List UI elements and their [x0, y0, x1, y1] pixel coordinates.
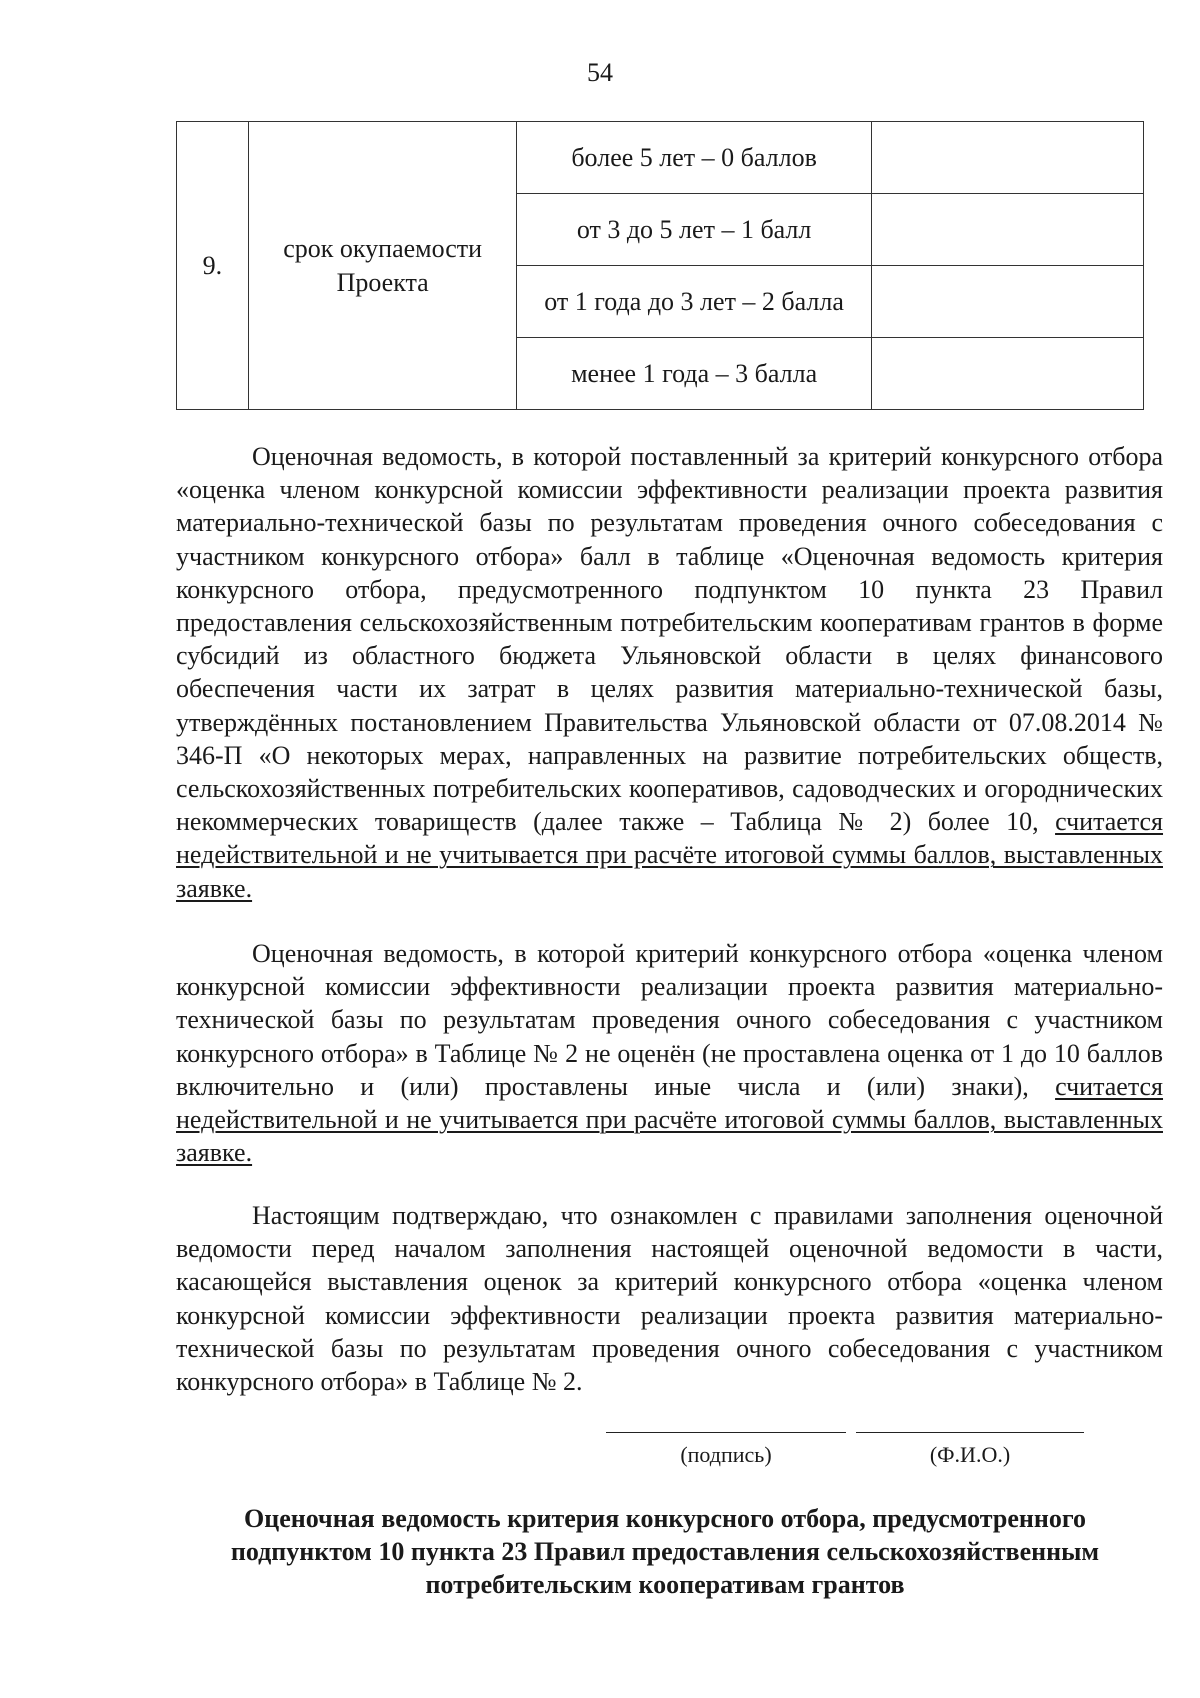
row-number-cell: 9.: [177, 122, 249, 410]
criterion-name-line2: Проекта: [336, 267, 429, 297]
score-entry-cell[interactable]: [871, 122, 1143, 194]
heading-line3: потребительским кооперативам грантов: [425, 1570, 905, 1599]
name-caption: (Ф.И.О.): [929, 1442, 1011, 1467]
score-entry-cell[interactable]: [871, 266, 1143, 338]
score-option-cell: менее 1 года – 3 балла: [517, 338, 871, 410]
page-number: 54: [587, 58, 613, 87]
signature-line: [606, 1432, 846, 1433]
section-heading: [150, 1502, 1180, 1601]
table-row: [177, 122, 1144, 194]
score-entry-cell[interactable]: [871, 338, 1143, 410]
signature-caption: (подпись): [680, 1442, 772, 1467]
heading-line2: подпунктом 10 пункта 23 Правил предоставления сельскохозяйственным: [230, 1537, 1100, 1566]
heading-line1: Оценочная ведомость критерия конкурсного отбора, предусмотренного: [243, 1504, 1086, 1533]
score-entry-cell[interactable]: [871, 194, 1143, 266]
underlined-text: считается недействительной и не учитывается при расчёте итоговой суммы баллов, выставленных заявке.: [176, 807, 1164, 903]
paragraph-not-scored: [176, 937, 1163, 1169]
paragraph-text: Настоящим подтверждаю, что ознакомлен с правилами заполнения оценочной ведомости перед началом заполнения настоящей оценочной ведомости в части, касающейся выставления оценок за критерий конкурсного отбора «оценка членом конкурсной комиссии эффективности реализации проекта развития материально-технической базы по результатам проведения очного собеседования с участником конкурсного отбора» в Таблице № 2.: [176, 1201, 1163, 1397]
criterion-name-line1: срок окупаемости: [283, 233, 483, 263]
paragraph-text: Оценочная ведомость, в которой поставленный за критерий конкурсного отбора «оценка членом конкурсной комиссии эффективности реализации проекта развития материально-технической базы по результатам проведения очного собеседования с участником конкурсного отбора» балл в таблице «Оценочная ведомость критерия конкурсного отбора, предусмотренного подпунктом 10 пункта 23 Правил предоставления сельскохозяйственным потребительским кооперативам грантов в форме субсидий из областного бюджета Ульяновской области в целях финансового обеспечения части их затрат в целях развития материально-технической базы, утверждённых постановлением Правительства Ульяновской области от 07.08.2014 № 346-П «О некоторых мерах, направленных на развитие потребительских обществ, сельскохозяйственных потребительских кооперативов, садоводческих и огороднических некоммерческих товариществ (далее также – Таблица № 2) более 10,: [176, 442, 1163, 837]
underlined-text: считается недействительной и не учитывается при расчёте итоговой суммы баллов, выставленных заявке.: [176, 1071, 1164, 1168]
paragraph-invalid-score: [176, 440, 1163, 905]
name-line: [856, 1432, 1084, 1433]
score-option-cell: от 3 до 5 лет – 1 балл: [517, 194, 871, 266]
score-option-cell: более 5 лет – 0 баллов: [517, 122, 871, 194]
score-option-cell: от 1 года до 3 лет – 2 балла: [517, 266, 871, 338]
criterion-name-cell: [248, 122, 517, 410]
criteria-table: [176, 121, 1144, 410]
paragraph-confirmation: [176, 1199, 1163, 1398]
paragraph-text: Оценочная ведомость, в которой критерий конкурсного отбора «оценка членом конкурсной комиссии эффективности реализации проекта развития материально-технической базы по результатам проведения очного собеседования с участником конкурсного отбора» в Таблице № 2 не оценён (не проставлена оценка от 1 до 10 баллов включительно и (или) проставлены иные числа и (или) знаки),: [176, 939, 1163, 1101]
